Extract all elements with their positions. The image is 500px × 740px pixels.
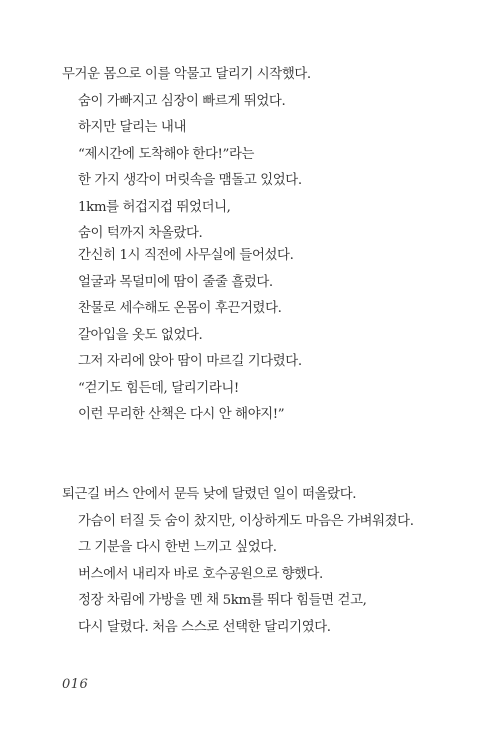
text-line: 갈아입을 옷도 없었다. xyxy=(78,327,203,343)
text-line: 찬물로 세수해도 온몸이 후끈거렸다. xyxy=(78,301,282,316)
page-number: 016 xyxy=(62,677,89,692)
text-line: 하지만 달리는 내내 xyxy=(78,120,186,135)
text-line: 정장 차림에 가방을 멘 채 5km를 뛰다 힘들면 걷고, xyxy=(78,593,367,608)
text-line: 그 기분을 다시 한번 느끼고 싶었다. xyxy=(78,540,277,555)
paragraph-2 xyxy=(62,243,480,429)
text-line: 한 가지 생각이 머릿속을 맴돌고 있었다. xyxy=(78,173,302,188)
text-line: 1km를 허겁지겁 뛰었더니, xyxy=(78,199,231,215)
text-line: 퇴근길 버스 안에서 문득 낮에 달렸던 일이 떠올랐다. xyxy=(62,487,357,502)
paragraph-1 xyxy=(62,62,480,248)
text-line: 가슴이 터질 듯 숨이 찼지만, 이상하게도 마음은 가벼워졌다. xyxy=(78,513,414,529)
text-line: 얼굴과 목덜미에 땀이 줄줄 흘렀다. xyxy=(78,274,273,290)
text-line: 무거운 몸으로 이를 악물고 달리기 시작했다. xyxy=(62,67,311,82)
text-line: 간신히 1시 직전에 사무실에 들어섰다. xyxy=(78,248,294,263)
text-line: 그저 자리에 앉아 땀이 마르길 기다렸다. xyxy=(78,354,302,369)
paragraph-3 xyxy=(62,482,480,641)
text-line: 버스에서 내리자 바로 호수공원으로 향했다. xyxy=(78,566,323,582)
text-line: 숨이 턱까지 차올랐다. xyxy=(78,226,203,241)
text-line: 숨이 가빠지고 심장이 빠르게 뛰었다. xyxy=(78,93,286,109)
text-line: 이런 무리한 산책은 다시 안 해야지!” xyxy=(78,407,285,422)
text-line: 다시 달렸다. 처음 스스로 선택한 달리기였다. xyxy=(78,619,331,635)
text-line: “걷기도 힘든데, 달리기라니! xyxy=(78,380,239,396)
text-line: “제시간에 도착해야 한다!”라는 xyxy=(78,146,255,162)
